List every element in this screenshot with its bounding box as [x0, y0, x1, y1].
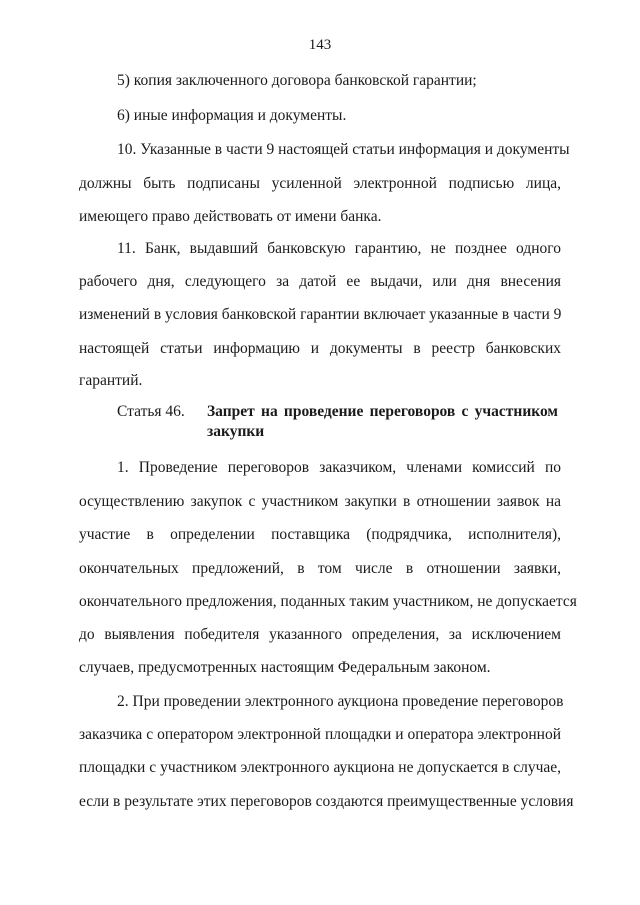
paragraph-10-line: 10. Указанные в части 9 настоящей статьи информация и документы — [117, 141, 570, 158]
paragraph-1-line: осуществлению закупок с участником закупки в отношении заявок на — [79, 493, 561, 510]
paragraph-2-line: заказчика с оператором электронной площадки и оператора электронной — [79, 726, 561, 743]
paragraph-11-line: настоящей статьи информацию и документы в реестр банковских — [79, 340, 561, 357]
article-title-line: закупки — [207, 423, 265, 440]
paragraph-1-line: окончательных предложений, в том числе в отношении заявки, — [79, 560, 561, 577]
paragraph-1-line: до выявления победителя указанного определения, за исключением — [79, 626, 561, 643]
paragraph-1-line: 1. Проведение переговоров заказчиком, членами комиссий по — [117, 459, 561, 476]
article-number: Статья 46. — [117, 403, 185, 420]
article-title — [207, 402, 558, 442]
paragraph-10-line: имеющего право действовать от имени банка. — [79, 208, 382, 225]
list-item-6: 6) иные информация и документы. — [117, 107, 347, 124]
paragraph-2-line: площадки с участником электронного аукциона не допускается в случае, — [79, 759, 561, 776]
paragraph-1-line: участие в определении поставщика (подрядчика, исполнителя), — [79, 526, 561, 543]
paragraph-11-line: рабочего дня, следующего за датой ее выдачи, или дня внесения — [79, 273, 561, 290]
paragraph-11-line: 11. Банк, выдавший банковскую гарантию, не позднее одного — [117, 240, 561, 257]
paragraph-2-line: 2. При проведении электронного аукциона проведение переговоров — [117, 693, 564, 710]
page-number: 143 — [308, 37, 332, 53]
paragraph-10-line: должны быть подписаны усиленной электронной подписью лица, — [79, 175, 561, 192]
paragraph-2-line: если в результате этих переговоров создаются преимущественные условия — [79, 793, 574, 810]
paragraph-11-line: гарантий. — [79, 372, 143, 389]
list-item-5: 5) копия заключенного договора банковской гарантии; — [117, 72, 477, 89]
article-title-line: Запрет на проведение переговоров с участником — [207, 403, 558, 420]
paragraph-11-line: изменений в условия банковской гарантии включает указанные в части 9 — [79, 306, 562, 323]
paragraph-1-line: случаев, предусмотренных настоящим Федеральным законом. — [79, 659, 491, 676]
paragraph-1-line: окончательного предложения, поданных таким участником, не допускается — [79, 593, 577, 610]
